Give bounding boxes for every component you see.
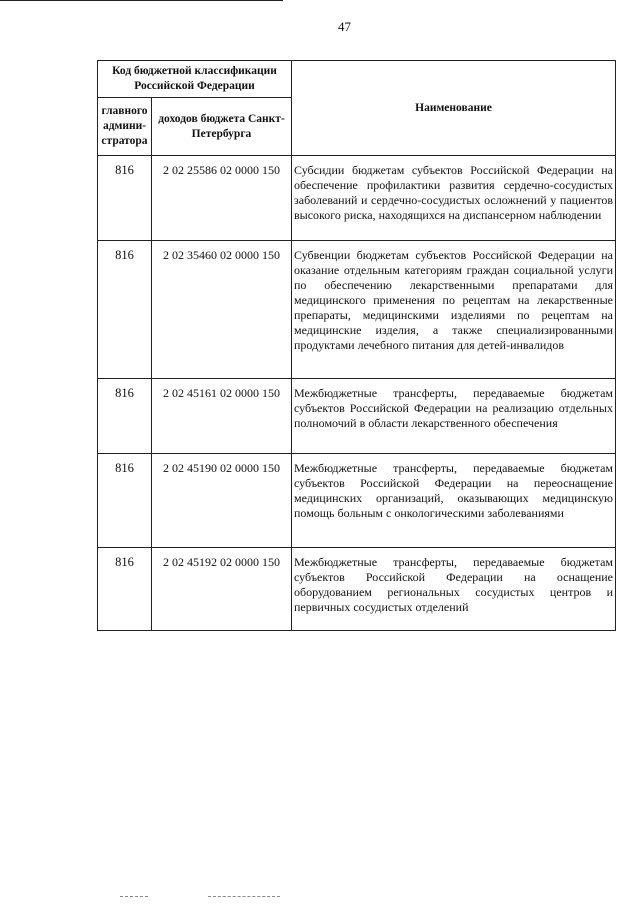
admin-code-cell: 816 [98, 379, 152, 454]
admin-code-cell: 816 [98, 454, 152, 548]
footer-mark [120, 896, 148, 897]
name-cell: Субвенции бюджетам субъектов Российской Федерации на оказание отдельным категориям граждан социальной услуги по обеспечению лекарственными препаратами для медицинского применения по рецептам на лекарственные препараты, медицинскими изделиями по рецептам на медицинские изделия, а также специализированными продуктами лечебного питания для детей-инвалидов [292, 241, 616, 379]
income-code-cell: 2 02 45190 02 0000 150 [152, 454, 292, 548]
table-row [98, 454, 616, 548]
table-header-row [98, 61, 616, 98]
income-code-cell: 2 02 25586 02 0000 150 [152, 156, 292, 241]
admin-code-cell: 816 [98, 548, 152, 631]
admin-code-cell: 816 [98, 156, 152, 241]
table-row [98, 156, 616, 241]
name-cell: Межбюджетные трансферты, передаваемые бюджетам субъектов Российской Федерации на переоснащение медицинских организаций, оказывающих медицинскую помощь больным с онкологическими заболеваниями [292, 454, 616, 548]
table-row [98, 548, 616, 631]
income-code-cell: 2 02 45192 02 0000 150 [152, 548, 292, 631]
admin-code-cell: 816 [98, 241, 152, 379]
header-name: Наименование [292, 61, 616, 156]
page-number: 47 [338, 19, 351, 34]
name-cell: Субсидии бюджетам субъектов Российской Федерации на обеспечение профилактики развития сердечно-сосудистых заболеваний и сердечно-сосудистых осложнений у пациентов высокого риска, находящихся на диспансерном наблюдении [292, 156, 616, 241]
name-cell: Межбюджетные трансферты, передаваемые бюджетам субъектов Российской Федерации на реализацию отдельных полномочий в области лекарственного обеспечения [292, 379, 616, 454]
table-row [98, 379, 616, 454]
name-cell: Межбюджетные трансферты, передаваемые бюджетам субъектов Российской Федерации на оснащение оборудованием региональных сосудистых центров и первичных сосудистых отделений [292, 548, 616, 631]
top-divider-line [0, 0, 283, 1]
income-code-cell: 2 02 45161 02 0000 150 [152, 379, 292, 454]
budget-classification-table [97, 60, 616, 631]
header-budget-code-group: Код бюджетной классификации Российской Федерации [98, 61, 292, 98]
header-budget-income: доходов бюджета Санкт-Петербурга [152, 98, 292, 156]
header-chief-administrator: главного админи-стратора [98, 98, 152, 156]
table-row [98, 241, 616, 379]
footer-mark [208, 896, 280, 897]
footer-scan-marks [120, 896, 300, 900]
income-code-cell: 2 02 35460 02 0000 150 [152, 241, 292, 379]
